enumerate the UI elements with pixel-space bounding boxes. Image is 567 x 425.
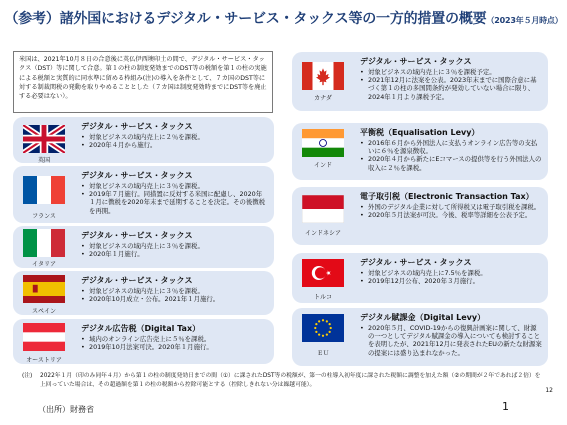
card-title: 平衡税（Equalisation Levy）: [360, 128, 480, 137]
card-bullet: • 2020年４月から施行。: [81, 141, 268, 149]
card-bullet: • 2021年12月に法案を公表。2023年末までに国際合意に基づく第１の柱の多国間条約が発効していない場合に限り、2024年１月より課税予定。: [360, 76, 542, 101]
country-name: スペイン: [31, 308, 56, 315]
country-card-france: [13, 166, 274, 223]
card-title: デジタル・サービス・タックス: [81, 171, 193, 180]
country-card-spain: [13, 271, 274, 315]
card-title: デジタル賦課金（Digital Levy）: [360, 313, 486, 322]
footnote-text: 2022年１月（印のみ同年４月）から第１の柱の制度発効日までの間（①）に課されたDST等の税額が、第一の柱導入初年度に課された税額に調整を加えた額（②の期間が２年であれば２倍）を上回っていた場合は、その超過額を第１の柱の税額から控除可能とする（控除しきれない分は繰越可能）。: [40, 373, 541, 388]
card-bullet: • 対象ビジネスの域内売上に３％を課税。: [81, 287, 268, 295]
card-bullet: • 対象ビジネスの域内売上に３％を課税予定。: [360, 68, 542, 76]
turkey-flag-icon: [302, 259, 344, 287]
country-card-austria: [13, 319, 274, 364]
page-number: 12: [545, 387, 553, 394]
card-bullet: • 2020年５月法案が可決。今後、税率等詳細を公表予定。: [360, 211, 542, 219]
spain-flag-icon: [23, 275, 65, 303]
card-bullet: • 2019年12月公布、2020年３月施行。: [360, 277, 542, 285]
uk-flag-icon: [23, 125, 65, 153]
country-name: イタリア: [31, 261, 56, 268]
card-bullet: • 2016年６月から外国法人に支払うオンライン広告等の支払いに６％を源泉徴収。: [360, 139, 542, 155]
france-flag-icon: [23, 176, 65, 204]
card-bullet: • 2020年４月から新たにEコマースの提供等を行う外国法人の収入に２％を課税。: [360, 155, 542, 171]
card-title: デジタル・サービス・タックス: [360, 258, 472, 267]
card-bullet: • 2020年５月、COVID-19からの復興計画案に関して、財源の一つとしてデジタル賦課金の導入についても検討することを表明したが、2021年12月に発表されたEUの新たな財源案の提案には盛り込まれなかった。: [360, 324, 542, 357]
country-name: フランス: [32, 213, 56, 220]
intro-box: 米国は、2021年10月８日の合意後に英仏伊西墺印土の間で、デジタル・サービス・タックス（DST）等に関して合意。第１の柱の制度発効までのDST等の税額を第１の柱の実施による税額と実質的に同水準に留める枠組み(注)の導入を条件として、７カ国のDST等に対する制裁関税の発動を取りやめることとした（７カ国は制度発効時までにDST等を廃止する必要はない）。: [13, 51, 273, 113]
country-name: ＥＵ: [316, 350, 329, 357]
card-bullet: • 2019年７月施行。同措置に反対する米国に配慮し、2020年１月に徴税を2020年末まで延期することを決定。その後徴税を再開。: [81, 190, 268, 215]
india-flag-icon: [302, 129, 344, 157]
country-card-uk: [13, 117, 274, 163]
footnote-label: (注): [22, 373, 33, 379]
austria-flag-icon: [23, 323, 65, 351]
country-card-indonesia: [292, 187, 548, 245]
country-card-italy: [13, 226, 274, 268]
card-bullet: • 対象ビジネスの域内売上に7.5％を課税。: [360, 269, 542, 277]
footnote: [22, 372, 542, 390]
card-title: デジタル・サービス・タックス: [81, 122, 193, 131]
eu-flag-icon: [302, 314, 344, 342]
country-card-eu: [292, 308, 548, 366]
card-bullet: • 外国のデジタル企業に対して所得税又は電子取引税を課税。: [360, 203, 542, 211]
card-bullet: • 域内のオンライン広告売上に５％を課税。: [81, 335, 268, 343]
title-date: （2023年５月時点）: [486, 16, 563, 25]
card-bullet: • 対象ビジネスの域内売上に２％を課税。: [81, 133, 268, 141]
card-bullet: • 2020年10月成立・公布。2021年１月施行。: [81, 295, 268, 303]
country-card-turkey: [292, 253, 548, 303]
source-label: （出所）財務省: [38, 405, 94, 414]
country-name: 英国: [37, 157, 50, 163]
country-name: カナダ: [314, 95, 332, 102]
country-name: インドネシア: [305, 230, 341, 237]
country-name: オーストリア: [26, 357, 62, 364]
card-bullet: • 2020年１月施行。: [81, 250, 268, 258]
card-bullet: • 対象ビジネスの域内売上に３％を課税。: [81, 182, 268, 190]
italy-flag-icon: [23, 229, 65, 257]
page-title: （参考）諸外国におけるデジタル・サービス・タックス等の一方的措置の概要（2023年５月時点）: [4, 11, 563, 27]
card-title: 電子取引税（Electronic Transaction Tax）: [360, 192, 534, 201]
card-bullet: • 対象ビジネスの域内売上に３％を課税。: [81, 242, 268, 250]
card-title: デジタル・サービス・タックス: [81, 231, 193, 240]
card-title: デジタル・サービス・タックス: [360, 57, 472, 66]
card-title: デジタル・サービス・タックス: [81, 276, 193, 285]
slide-number: 1: [502, 400, 509, 413]
country-card-canada: [292, 52, 548, 111]
card-bullet: • 2019年10月法案可決。2020年１月施行。: [81, 343, 268, 351]
country-card-india: [292, 123, 548, 180]
indonesia-flag-icon: [302, 195, 344, 223]
country-name: トルコ: [313, 294, 332, 301]
card-title: デジタル広告税（Digital Tax）: [81, 324, 201, 333]
country-name: インド: [313, 162, 332, 169]
canada-flag-icon: [302, 62, 344, 90]
